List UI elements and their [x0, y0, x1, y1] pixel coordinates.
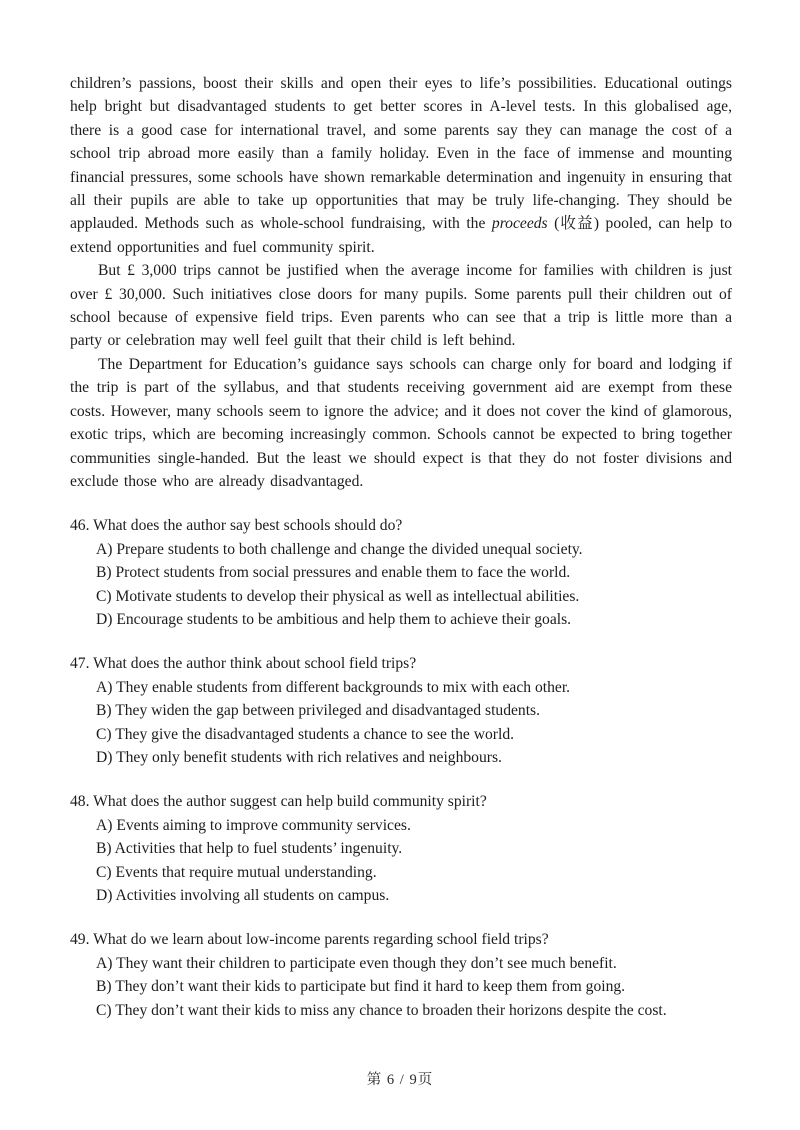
option-label: A)	[96, 954, 117, 972]
questions-section	[70, 514, 732, 1022]
page-footer	[0, 1068, 800, 1089]
question-option	[70, 585, 732, 608]
question-number: 48.	[70, 793, 94, 811]
question-block	[70, 790, 732, 907]
glossed-term: proceeds	[491, 215, 548, 233]
question-option	[70, 861, 732, 884]
option-label: A)	[96, 540, 117, 558]
question-option	[70, 975, 732, 998]
passage-paragraph	[70, 353, 732, 493]
option-text: They give the disadvantaged students a chance to see the world.	[115, 725, 515, 743]
question-option	[70, 814, 732, 837]
question-option	[70, 723, 732, 746]
page-number: 第 6 / 9页	[366, 1072, 434, 1088]
question-stem: What does the author say best schools should do?	[93, 517, 403, 535]
question-stem: What does the author think about school field trips?	[93, 655, 417, 673]
question-option	[70, 608, 732, 631]
option-text: They widen the gap between privileged and disadvantaged students.	[115, 702, 541, 720]
question-option	[70, 999, 732, 1022]
option-label: A)	[96, 816, 117, 834]
question-text	[70, 514, 732, 537]
option-label: B)	[96, 702, 116, 720]
page-content	[70, 72, 732, 1022]
option-text: They want their children to participate even though they don’t see much benefit.	[116, 954, 617, 972]
question-option	[70, 837, 732, 860]
question-stem: What do we learn about low-income parents regarding school field trips?	[93, 931, 549, 949]
question-number: 49.	[70, 931, 94, 949]
option-label: C)	[96, 863, 116, 881]
option-label: D)	[96, 887, 116, 904]
option-label: B)	[96, 564, 116, 582]
option-text: They don’t want their kids to participate but find it hard to keep them from going.	[115, 978, 626, 996]
passage-text: But £ 3,000 trips cannot be justified when the average income for families with children is just over £ 30,000. Such initiatives close doors for many pupils. Some parents pull their children out of school because of expensive field trips. Even parents who can see that a trip is little more than a party or celebration may well feel guilt that their child is left behind.	[70, 262, 732, 350]
option-label: C)	[96, 587, 116, 605]
question-block	[70, 514, 732, 631]
option-text: Activities involving all students on campus.	[115, 887, 390, 904]
option-text: They only benefit students with rich relatives and neighbours.	[116, 748, 502, 766]
option-label: B)	[96, 840, 115, 858]
question-option	[70, 699, 732, 722]
option-text: Events that require mutual understanding.	[115, 863, 377, 881]
option-text: Motivate students to develop their physical as well as intellectual abilities.	[115, 587, 580, 605]
passage-text: The Department for Education’s guidance says schools can charge only for board and lodging if the trip is part of the syllabus, and that students receiving government aid are exempt from these costs. However, many schools seem to ignore the advice; and it does not cover the kind of glamorous, exotic trips, which are becoming increasingly common. Schools cannot be expected to bring together communities single-handed. But the least we should expect is that they do not foster divisions and exclude those who are already disadvantaged.	[70, 355, 732, 490]
passage-text: children’s passions, boost their skills and open their eyes to life’s possibilities. Educational outings help bright but disadvantaged students to get better scores in A-level tests. In this globalised age, there is a good case for international travel, and some parents say they can manage the cost of a school trip abroad more easily than a family holiday. Even in the face of immense and mounting financial pressures, some schools have shown remarkable determination and ingenuity in ensuring that all their pupils are able to take up opportunities that may be truly life-changing. They should be applauded. Methods such as whole-school fundraising, with the	[70, 75, 732, 233]
question-option	[70, 746, 732, 769]
question-text	[70, 928, 732, 951]
option-text: Prepare students to both challenge and change the divided unequal society.	[116, 540, 583, 558]
question-block	[70, 928, 732, 1022]
option-text: Activities that help to fuel students’ ingenuity.	[114, 840, 403, 858]
option-text: They enable students from different backgrounds to mix with each other.	[116, 678, 571, 696]
option-label: B)	[96, 978, 116, 996]
question-option	[70, 884, 732, 907]
option-label: D)	[96, 610, 117, 628]
option-text: They don’t want their kids to miss any chance to broaden their horizons despite the cost.	[115, 1001, 667, 1019]
option-text: Protect students from social pressures and enable them to face the world.	[115, 564, 571, 582]
option-label: C)	[96, 725, 116, 743]
passage-paragraph	[70, 259, 732, 353]
passage-paragraph	[70, 72, 732, 259]
question-option	[70, 676, 732, 699]
passage-text: (收益) pooled, can help to extend opportunities and fuel community spirit.	[70, 215, 732, 256]
option-text: Events aiming to improve community services.	[116, 816, 411, 834]
option-label: C)	[96, 1001, 116, 1019]
reading-passage	[70, 72, 732, 493]
question-text	[70, 790, 732, 813]
option-label: D)	[96, 748, 117, 766]
question-stem: What does the author suggest can help build community spirit?	[93, 793, 487, 811]
question-block	[70, 652, 732, 769]
option-label: A)	[96, 678, 117, 696]
question-option	[70, 561, 732, 584]
question-option	[70, 952, 732, 975]
question-number: 47.	[70, 655, 94, 673]
question-text	[70, 652, 732, 675]
option-text: Encourage students to be ambitious and help them to achieve their goals.	[116, 610, 572, 628]
question-option	[70, 538, 732, 561]
question-number: 46.	[70, 517, 94, 535]
